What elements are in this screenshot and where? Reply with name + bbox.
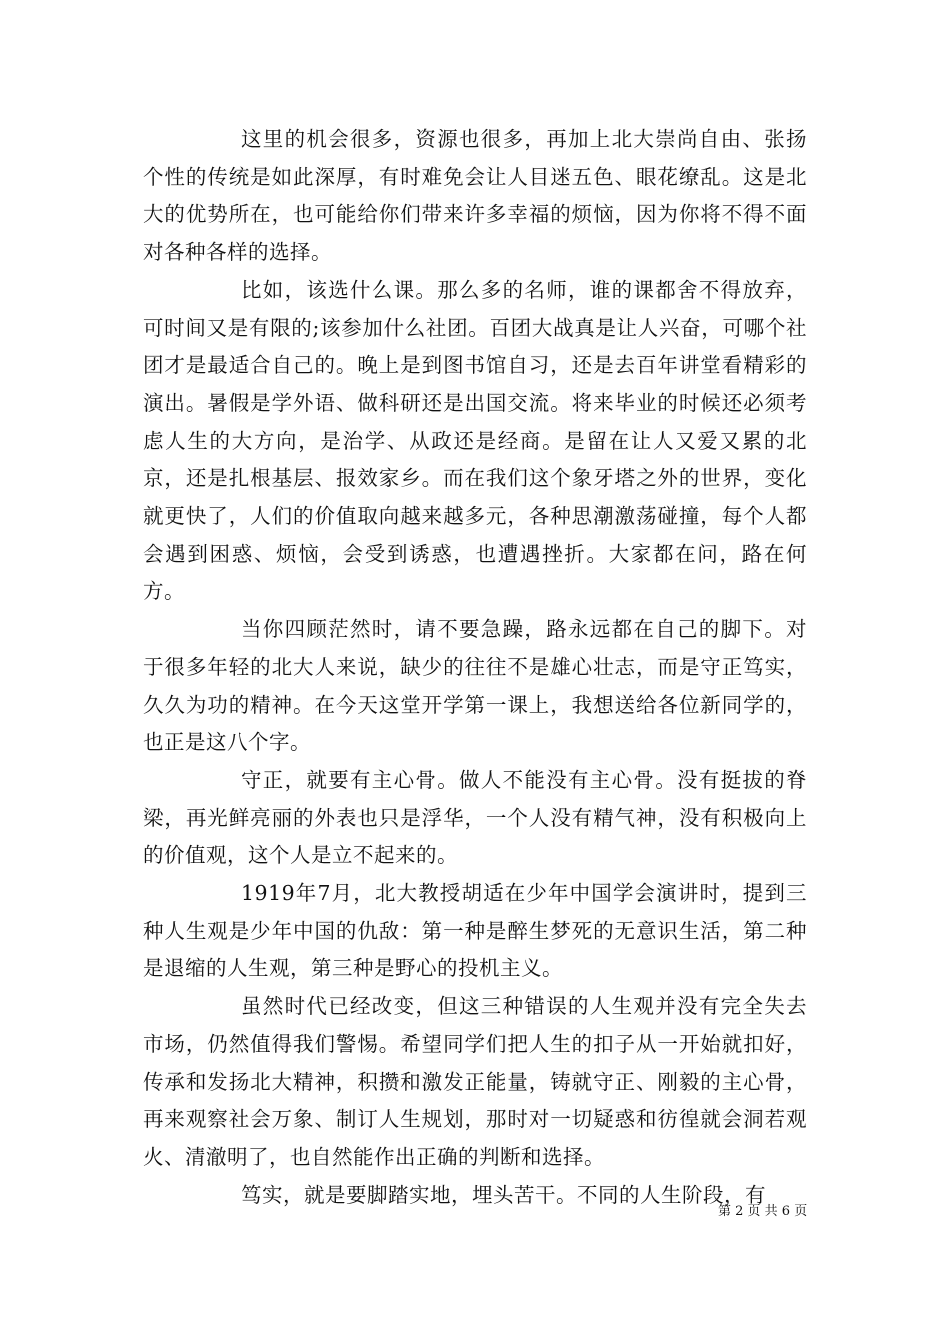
page-body: [143, 121, 807, 1214]
paragraph: 比如，该选什么课。那么多的名师，谁的课都舍不得放弃，可时间又是有限的;该参加什么社团。百团大战真是让人兴奋，可哪个社团才是最适合自己的。晚上是到图书馆自习，还是去百年讲堂看精彩的演出。暑假是学外语、做科研还是出国交流。将来毕业的时候还必须考虑人生的大方向，是治学、从政还是经商。是留在让人又爱又累的北京，还是扎根基层、报效家乡。而在我们这个象牙塔之外的世界，变化就更快了，人们的价值取向越来越多元，各种思潮激荡碰撞，每个人都会遇到困惑、烦恼，会受到诱惑，也遭遇挫折。大家都在问，路在何方。: [143, 277, 807, 604]
paragraph: 1919年7月，北大教授胡适在少年中国学会演讲时，提到三种人生观是少年中国的仇敌：第一种是醉生梦死的无意识生活，第二种是退缩的人生观，第三种是野心的投机主义。: [143, 881, 807, 981]
paragraph: 笃实，就是要脚踏实地，埋头苦干。不同的人生阶段，有: [241, 1182, 766, 1207]
paragraph: 虽然时代已经改变，但这三种错误的人生观并没有完全失去市场，仍然值得我们警惕。希望同学们把人生的扣子从一开始就扣好，传承和发扬北大精神，积攒和激发正能量，铸就守正、刚毅的主心骨，再来观察社会万象、制订人生规划，那时对一切疑惑和彷徨就会洞若观火、清澈明了，也自然能作出正确的判断和选择。: [143, 994, 807, 1169]
page-number-footer: 第 2 页 共 6 页: [718, 1204, 808, 1219]
paragraph: 这里的机会很多，资源也很多，再加上北大崇尚自由、张扬个性的传统是如此深厚，有时难免会让人目迷五色、眼花缭乱。这是北大的优势所在，也可能给你们带来许多幸福的烦恼，因为你将不得不面对各种各样的选择。: [143, 127, 807, 265]
paragraph: 当你四顾茫然时，请不要急躁，路永远都在自己的脚下。对于很多年轻的北大人来说，缺少的往往不是雄心壮志，而是守正笃实，久久为功的精神。在今天这堂开学第一课上，我想送给各位新同学的，也正是这八个字。: [143, 617, 807, 755]
paragraph: 守正，就要有主心骨。做人不能没有主心骨。没有挺拔的脊梁，再光鲜亮丽的外表也只是浮华，一个人没有精气神，没有积极向上的价值观，这个人是立不起来的。: [143, 767, 807, 868]
